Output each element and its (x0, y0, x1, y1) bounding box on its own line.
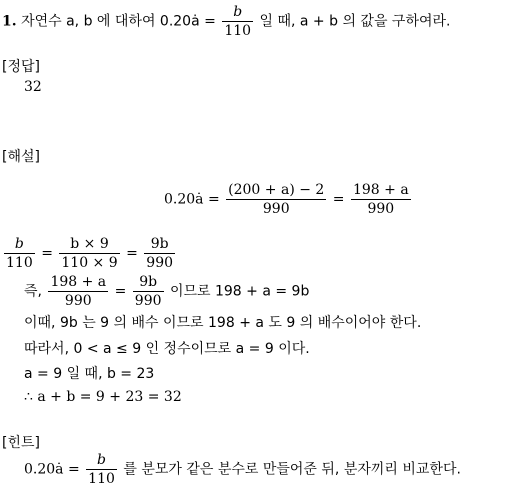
question-fraction (222, 4, 253, 39)
line3-pre: 즉, (24, 283, 42, 300)
eq2-frac3 (144, 236, 175, 271)
eq2-frac3-den: 990 (146, 255, 174, 271)
line3-post: 이므로 198 + a = 9b (169, 283, 310, 300)
line3-frac1-num: 198 + a (50, 274, 107, 290)
solution-eq1 (164, 182, 413, 217)
eq2-frac2 (59, 236, 119, 271)
hint-lhs: 0.20ȧ = (24, 461, 80, 478)
hint-text: 를 분모가 같은 분수로 만들어준 뒤, 분자끼리 비교한다. (123, 461, 461, 478)
line3-equals: = (114, 283, 127, 300)
solution-line6: a = 9 일 때, b = 23 (24, 366, 155, 382)
answer-heading: [정답] (2, 59, 40, 75)
solution-line7: ∴ a + b = 9 + 23 = 32 (24, 389, 182, 405)
eq2-frac2-num: b × 9 (70, 236, 109, 252)
question-frac-num: b (233, 4, 243, 20)
hint-frac-num: b (97, 452, 106, 468)
eq1-lhs: 0.20ȧ = (164, 191, 220, 208)
question-frac-den: 110 (224, 23, 252, 39)
answer-value: 32 (24, 79, 42, 95)
eq1-frac2-num: 198 + a (352, 182, 409, 198)
line3-frac2 (133, 274, 164, 309)
eq2-frac2-den: 110 × 9 (61, 255, 118, 271)
hint-fraction (86, 452, 117, 487)
solution-line3 (24, 274, 309, 309)
solution-eq2 (2, 236, 177, 271)
question-text-post: 일 때, a + b 의 값을 구하여라. (259, 13, 451, 30)
eq2-frac3-num: 9b (150, 236, 169, 252)
eq1-frac2-den: 990 (351, 199, 411, 217)
eq1-frac1-den: 990 (226, 199, 326, 217)
eq1-equals: = (332, 191, 345, 208)
solution-heading: [해설] (2, 149, 40, 165)
eq2-equals-1: = (41, 245, 53, 262)
eq2-frac1 (4, 236, 35, 271)
eq2-frac1-den: 110 (6, 255, 33, 271)
eq1-frac2 (351, 182, 411, 217)
eq1-frac1 (226, 182, 326, 217)
hint-line (24, 452, 461, 487)
line3-frac2-num: 9b (139, 274, 158, 290)
eq2-equals-2: = (126, 245, 138, 262)
solution-line5: 따라서, 0 < a ≤ 9 인 정수이므로 a = 9 이다. (24, 341, 310, 357)
eq1-frac1-num: (200 + a) − 2 (228, 182, 325, 198)
hint-heading: [힌트] (2, 435, 40, 451)
hint-frac-den: 110 (88, 471, 115, 487)
solution-line4: 이때, 9b 는 9 의 배수 이므로 198 + a 도 9 의 배수이어야 한다. (24, 315, 422, 331)
question-number: 1. (2, 13, 17, 30)
question-line (2, 4, 450, 39)
eq2-frac1-num: b (14, 236, 24, 252)
question-text-pre: 자연수 a, b 에 대하여 0.20ȧ = (21, 13, 216, 30)
line3-frac1-den: 990 (48, 291, 108, 309)
line3-frac2-den: 990 (134, 293, 162, 309)
line3-frac1 (48, 274, 108, 309)
